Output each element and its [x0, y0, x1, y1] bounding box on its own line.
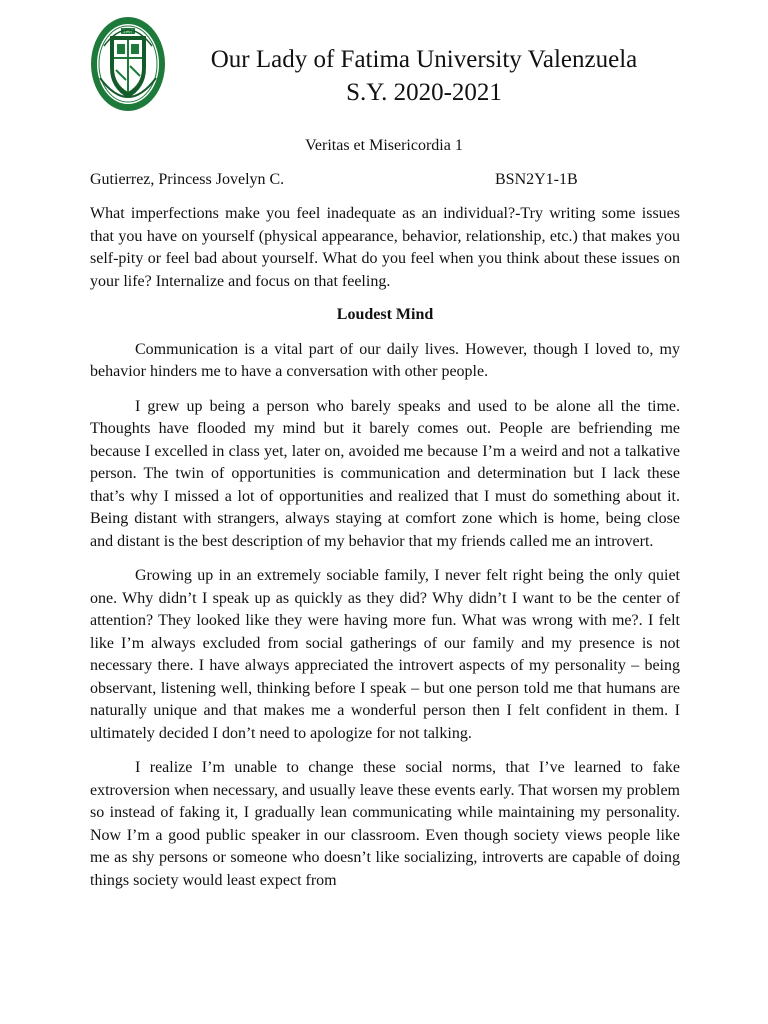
student-name: Gutierrez, Princess Jovelyn C. — [90, 171, 285, 188]
document-body — [90, 203, 680, 904]
essay-paragraph: I realize I’m unable to change these social norms, that I’ve learned to fake extroversion when necessary, and usually leave these events early. That worsen my problem so instead of faking it, I gradually lean communicating while maintaining my personality. Now I’m a good public speaker in our classroom. Even though society views people like me as shy persons or someone who doesn’t like socializing, introverts are capable of doing things society would least expect from — [90, 759, 680, 889]
course-title: Veritas et Misericordia 1 — [305, 137, 463, 154]
essay-paragraph: Growing up in an extremely sociable family, I never felt right being the only quiet one. Why didn’t I speak up as quickly as they did? Why didn’t I want to be the center of attention? They looked like they were having more fun. What was wrong with me?. I felt like I’m always excluded from social gatherings of our family and my presence is not necessary there. I have always appreciated the introvert aspects of my personality – being observant, listening well, thinking before I speak – but one person told me that humans are naturally unique and that makes me a wonderful person then I felt confident in them. I ultimately decided I don’t need to apologize for not talking. — [90, 567, 680, 742]
university-name: Our Lady of Fatima University Valenzuela — [210, 46, 638, 73]
svg-text:1967: 1967 — [122, 28, 134, 34]
essay-title: Loudest Mind — [336, 306, 434, 323]
school-year: S.Y. 2020-2021 — [346, 79, 502, 106]
assignment-prompt: What imperfections make you feel inadequate as an individual?-Try writing some issues that you have on yourself (physical appearance, behavior, relationship, etc.) that makes you self-pity or feel bad about yourself. What do you feel when you think about these issues on your life? Internalize and focus on that feeling. — [90, 205, 680, 290]
student-section: BSN2Y1-1B — [495, 171, 578, 188]
essay-paragraph: I grew up being a person who barely speaks and used to be alone all the time. Thoughts have flooded my mind but it barely comes out. People are befriending me because I excelled in class yet, later on, avoided me because I’m a weird and not a talkative person. The twin of opportunities is communication and determination but I lack these that’s why I missed a lot of opportunities and realized that I must do something about it. Being distant with strangers, always staying at comfort zone which is home, being close and distant is the best description of my behavior that my friends called me an introvert. — [90, 397, 680, 550]
essay-paragraph: Communication is a vital part of our daily lives. However, though I loved to, my behavior hinders me to have a conversation with other people. — [90, 340, 680, 380]
